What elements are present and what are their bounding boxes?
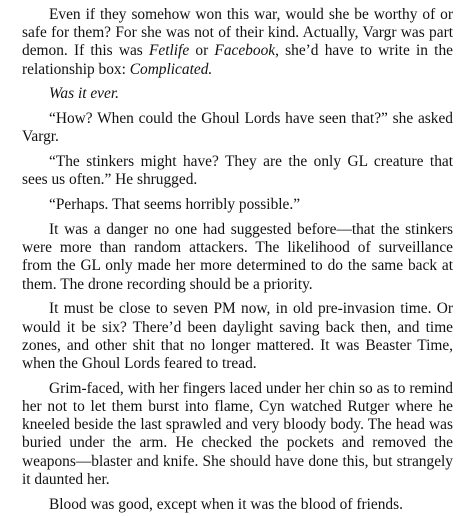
text-segment: Grim-faced, with her fingers laced under her chin so as to remind her not to let them burst into flame, Cyn watched Rutger where he kneeled beside the last sprawled and very bloody body. The head was buried under the arm. He checked the pockets and removed the weapons—blaster and knife. She should have done this, but strangely it daunted her. [22,379,453,488]
paragraph [22,153,453,189]
paragraph [22,300,453,373]
italic-text: Facebook [214,42,276,60]
dialogue-text: “How? When could the Ghoul Lords have seen that?” she asked Vargr. [22,110,453,146]
text-segment: , she’d have to write in the relationship box: [22,42,453,78]
italic-text: Was it ever. [49,85,119,103]
paragraph [22,85,453,103]
italic-text: Complicated. [129,60,213,78]
text-segment: It must be close to seven PM now, in old pre-invasion time. Or would it be six? There’d been daylight saving back then, and time zones, and other shit that no longer mattered. It was Beaster Time, when the Ghoul Lords feared to tread. [22,300,453,373]
dialogue-text: “Perhaps. That seems horribly possible.” [49,196,301,214]
dialogue-text: “The stinkers might have? They are the only GL creature that sees us often.” He shrugged. [22,153,453,189]
paragraph [22,496,453,514]
paragraph [22,6,453,79]
paragraph [22,196,453,214]
paragraph [22,110,453,146]
text-segment: Blood was good, except when it was the blood of friends. [49,495,403,513]
paragraph [22,380,453,489]
text-segment: It was a danger no one had suggested before—that the stinkers were more than random attackers. The likelihood of surveillance from the GL only made her more determined to do the same back at them. The drone recording should be a priority. [22,221,453,293]
text-segment: or [189,42,215,60]
italic-text: Fetlife [149,42,190,60]
paragraph [22,221,453,294]
text-segment: Even if they somehow won this war, would she be worthy of or safe for them? For she was not of their kind. Actually, Vargr was part demon. If this was [22,6,453,60]
